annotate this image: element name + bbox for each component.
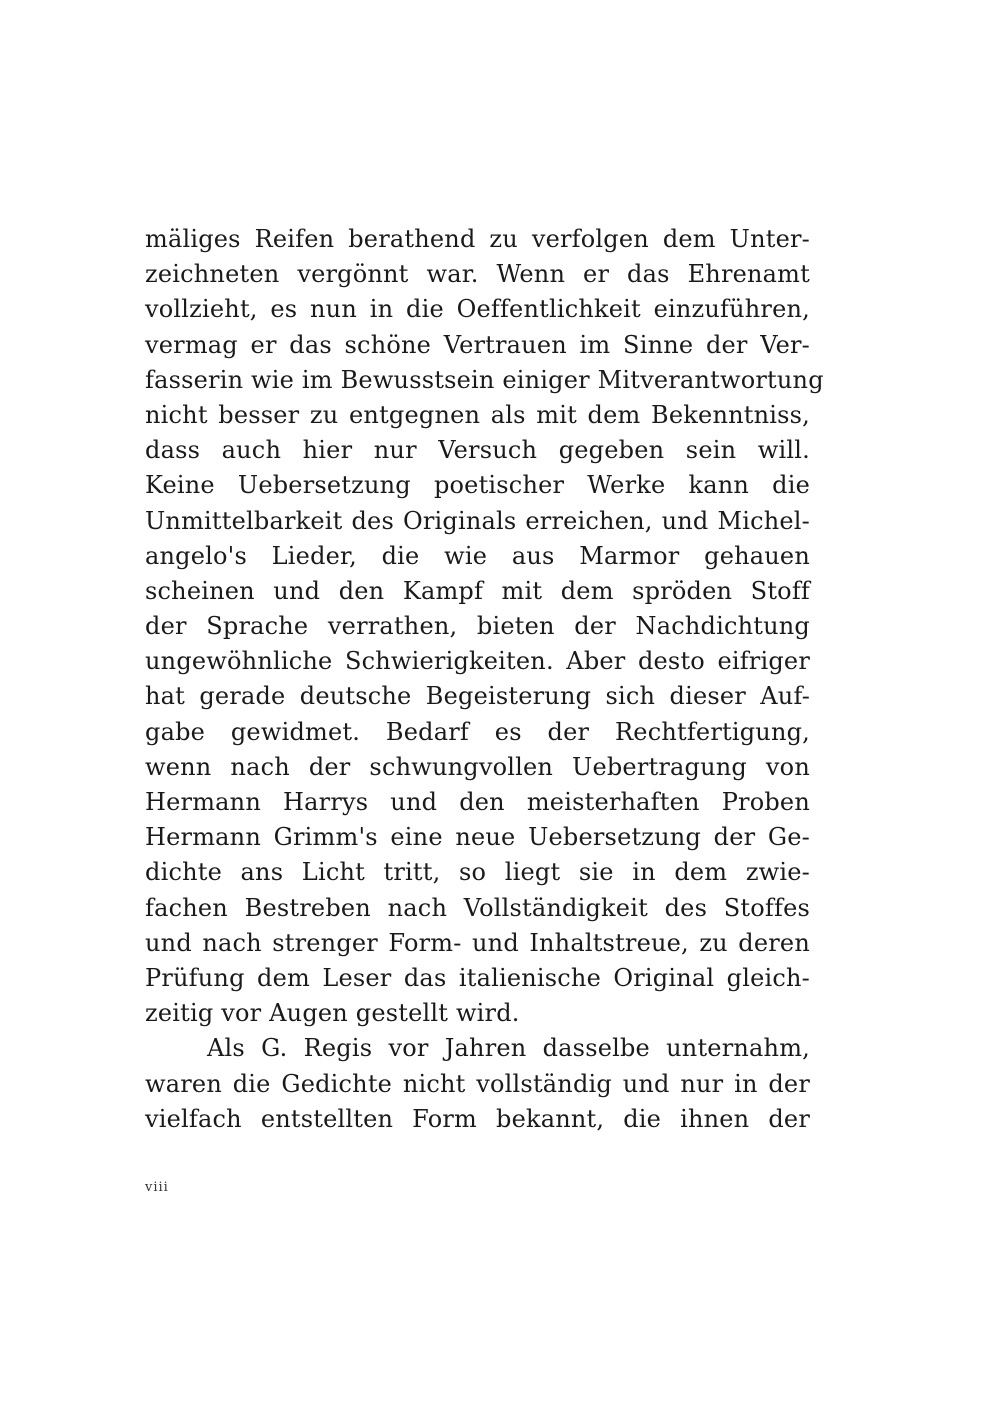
text-line: nicht besser zu entgegnen als mit dem Bekenntniss, [145, 400, 810, 429]
text-line: Hermann Harrys und den meisterhaften Proben [145, 788, 810, 816]
text-line: Hermann Grimm's eine neue Uebersetzung der Ge- [145, 823, 810, 852]
text-line: fasserin wie im Bewusstsein einiger Mitverantwortung [145, 365, 824, 394]
text-line: dass auch hier nur Versuch gegeben sein will. [145, 436, 810, 465]
text-line: zeitig vor Augen gestellt wird. [145, 999, 520, 1028]
text-line: wenn nach der schwungvollen Uebertragung von [145, 752, 810, 781]
text-line: Keine Uebersetzung poetischer Werke kann die [145, 471, 810, 500]
text-line: vermag er das schöne Vertrauen im Sinne der Ver- [145, 330, 810, 359]
text-line: angelo's Lieder, die wie aus Marmor gehauen [145, 541, 810, 570]
text-line: vollzieht, es nun in die Oeffentlichkeit einzuführen, [145, 295, 810, 324]
text-line: mäliges Reifen berathend zu verfolgen dem Unter- [145, 225, 810, 253]
text-line: vielfach entstellten Form bekannt, die ihnen der [145, 1104, 810, 1133]
text-line: scheinen und den Kampf mit dem spröden Stoff [145, 576, 810, 605]
text-line: ungewöhnliche Schwierigkeiten. Aber desto eifriger [145, 647, 810, 676]
body-text [145, 222, 824, 1137]
text-line: und nach strenger Form- und Inhaltstreue, zu deren [145, 928, 810, 957]
text-line: Unmittelbarkeit des Originals erreichen, und Michel- [145, 506, 810, 535]
text-line: der Sprache verrathen, bieten der Nachdichtung [145, 612, 810, 641]
page-number: viii [145, 1180, 169, 1195]
text-line: fachen Bestreben nach Vollständigkeit des Stoffes [145, 893, 810, 922]
text-line: gabe gewidmet. Bedarf es der Rechtfertigung, [145, 717, 810, 746]
text-line: hat gerade deutsche Begeisterung sich dieser Auf- [145, 682, 810, 711]
text-line: zeichneten vergönnt war. Wenn er das Ehrenamt [145, 260, 810, 289]
text-line: Als G. Regis vor Jahren dasselbe unternahm, [207, 1034, 810, 1063]
text-line: Prüfung dem Leser das italienische Original gleich- [145, 963, 810, 992]
text-line: waren die Gedichte nicht vollständig und nur in der [145, 1069, 810, 1098]
text-line: dichte ans Licht tritt, so liegt sie in dem zwie- [145, 858, 810, 887]
